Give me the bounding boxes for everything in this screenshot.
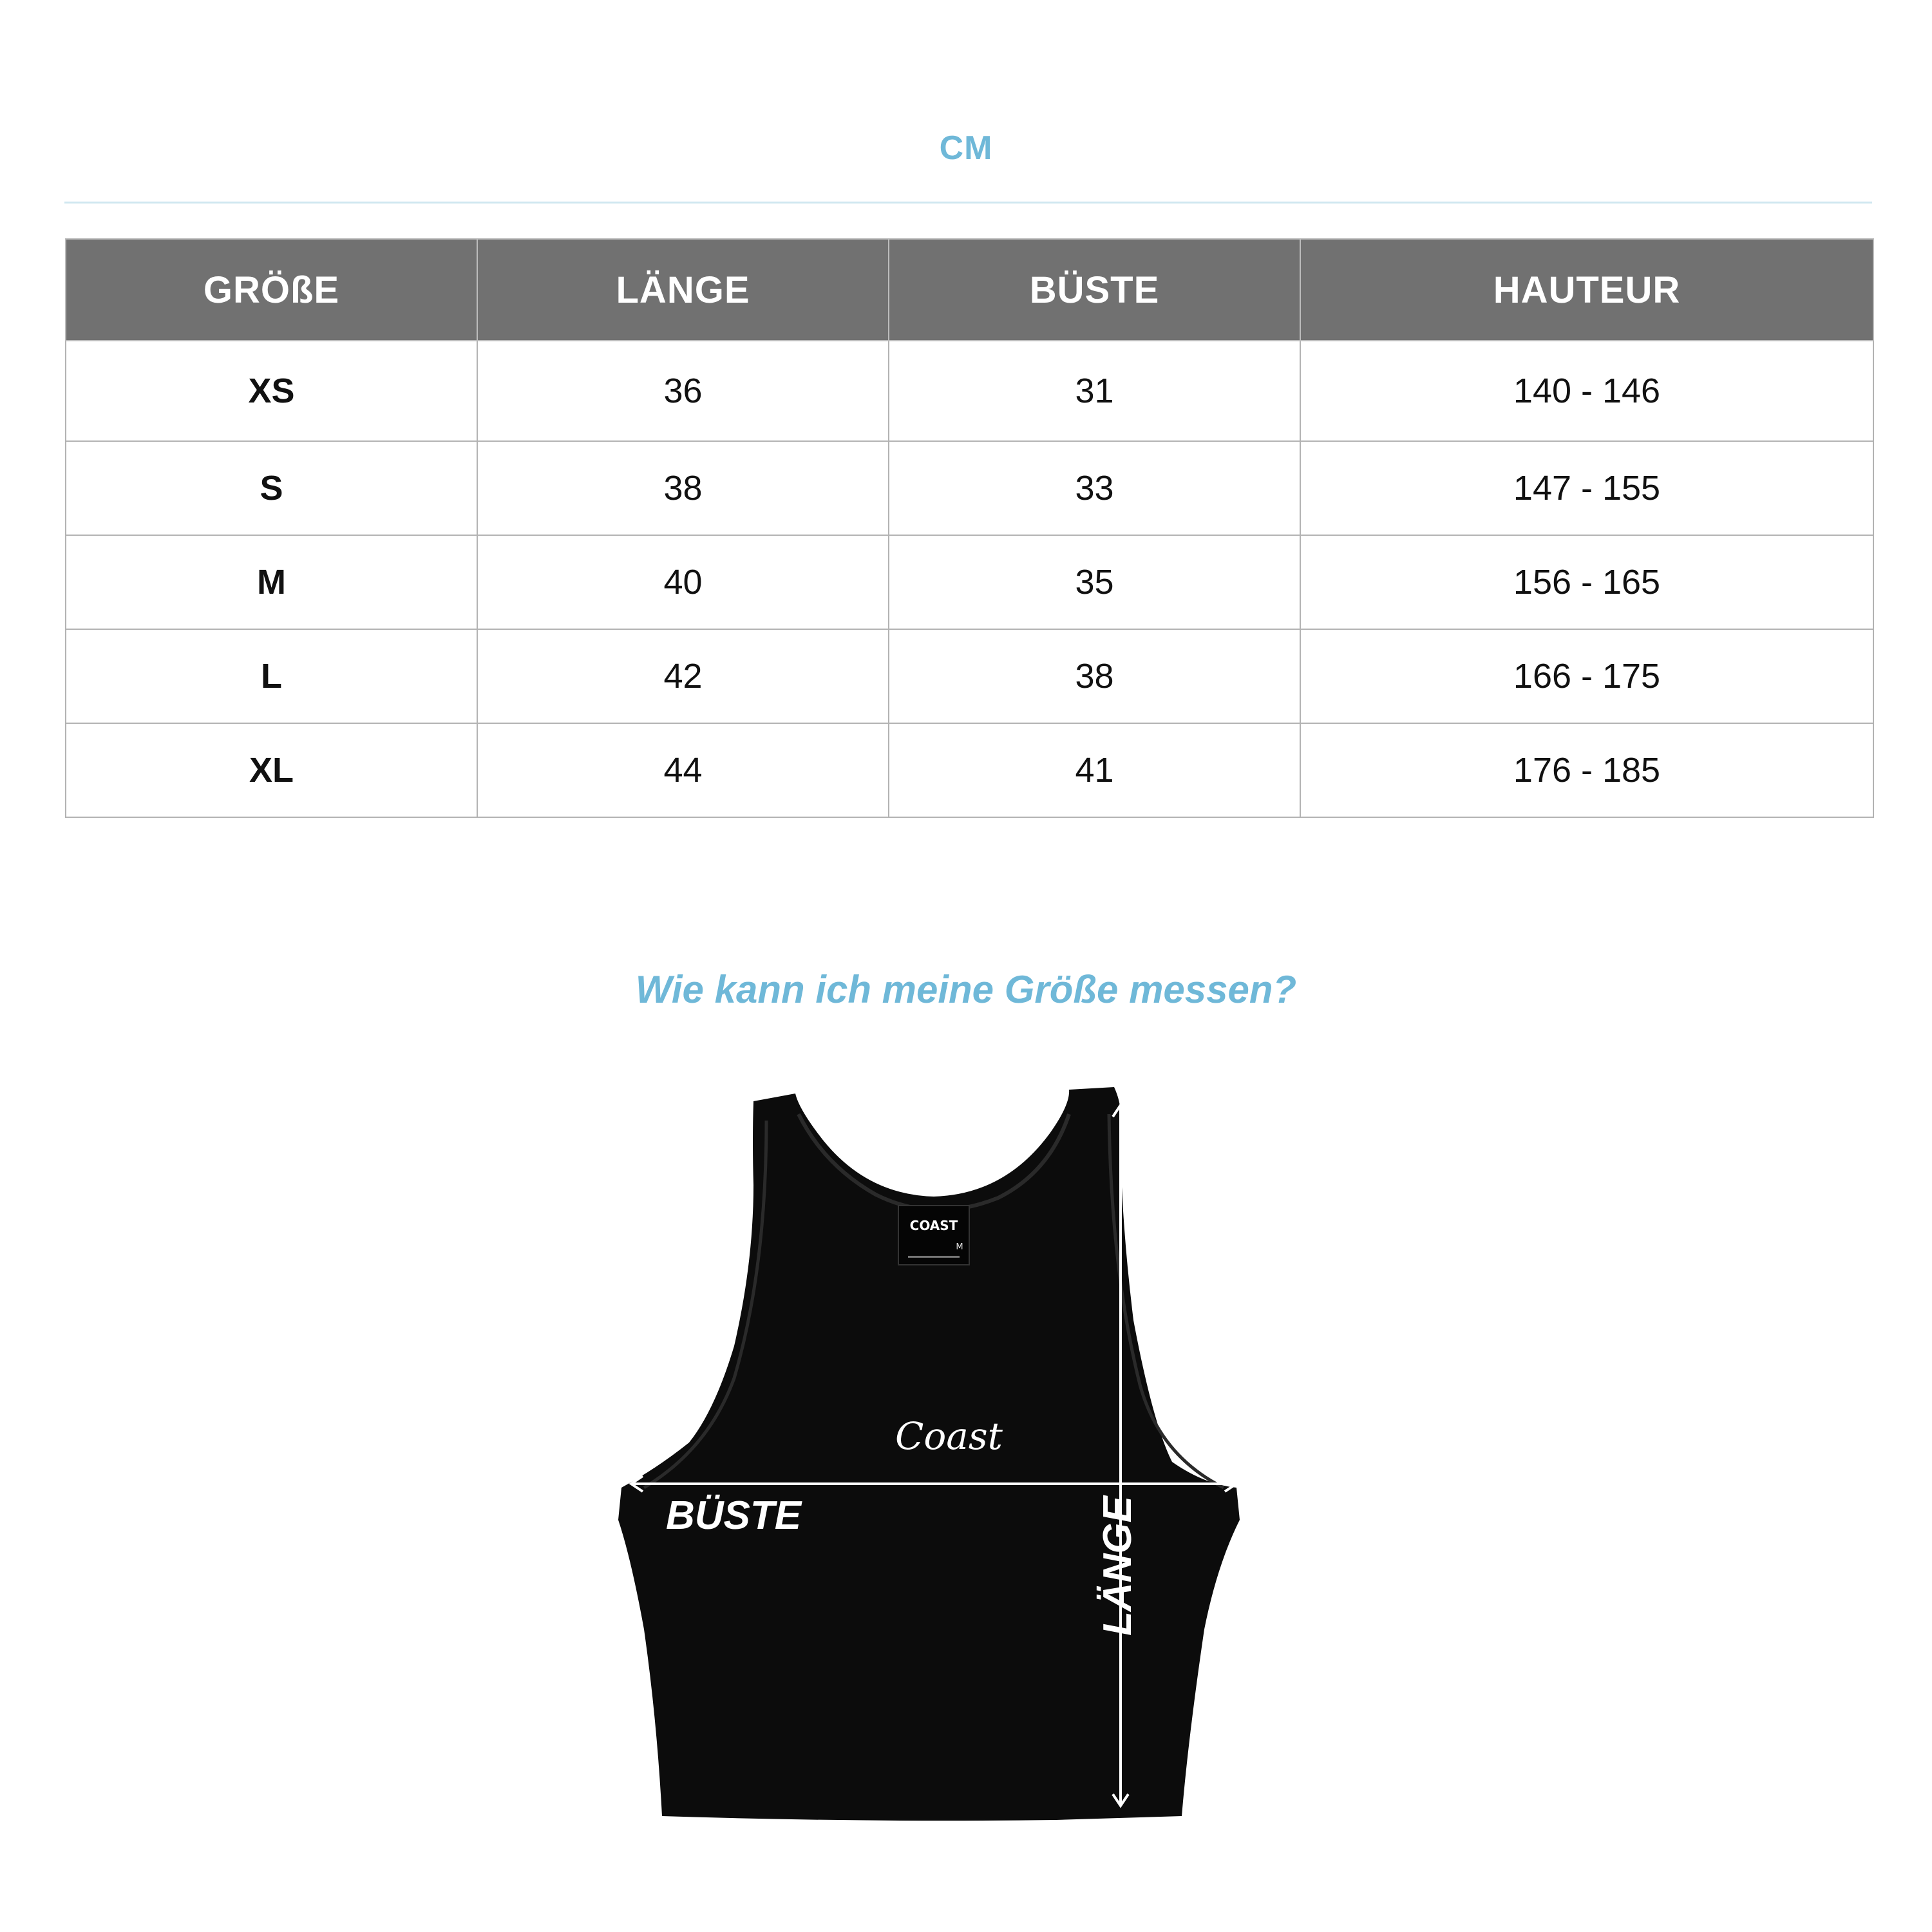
length-cell: 44 bbox=[477, 723, 889, 817]
header-height: HAUTEUR bbox=[1300, 239, 1873, 341]
height-cell: 156 - 165 bbox=[1300, 535, 1873, 629]
height-cell: 166 - 175 bbox=[1300, 629, 1873, 723]
bust-label: BÜSTE bbox=[666, 1493, 802, 1538]
length-cell: 42 bbox=[477, 629, 889, 723]
table-row bbox=[66, 629, 1873, 723]
bust-cell: 38 bbox=[889, 629, 1300, 723]
size-cell: S bbox=[66, 441, 477, 535]
size-cell: XS bbox=[66, 341, 477, 441]
table-header-row bbox=[66, 239, 1873, 341]
tag-brand: COAST bbox=[909, 1218, 958, 1233]
length-cell: 38 bbox=[477, 441, 889, 535]
howto-title: Wie kann ich meine Größe messen? bbox=[635, 968, 1297, 1011]
chest-logo bbox=[895, 1414, 1003, 1458]
height-cell: 140 - 146 bbox=[1300, 341, 1873, 441]
bust-cell: 35 bbox=[889, 535, 1300, 629]
tag-size: M bbox=[956, 1242, 963, 1252]
size-table bbox=[65, 238, 1874, 818]
table-row bbox=[66, 341, 1873, 441]
height-cell: 147 - 155 bbox=[1300, 441, 1873, 535]
unit-title: CM bbox=[939, 129, 993, 167]
bust-cell: 41 bbox=[889, 723, 1300, 817]
bust-cell: 31 bbox=[889, 341, 1300, 441]
table-row bbox=[66, 723, 1873, 817]
size-cell: M bbox=[66, 535, 477, 629]
bust-cell: 33 bbox=[889, 441, 1300, 535]
header-size: GRÖßE bbox=[66, 239, 477, 341]
divider bbox=[64, 202, 1872, 204]
header-length: LÄNGE bbox=[477, 239, 889, 341]
header-bust: BÜSTE bbox=[889, 239, 1300, 341]
size-cell: L bbox=[66, 629, 477, 723]
table-row bbox=[66, 535, 1873, 629]
length-cell: 40 bbox=[477, 535, 889, 629]
table-row bbox=[66, 441, 1873, 535]
size-cell: XL bbox=[66, 723, 477, 817]
length-cell: 36 bbox=[477, 341, 889, 441]
tank-top-diagram bbox=[605, 1075, 1262, 1835]
chest-logo-text: Coast bbox=[895, 1414, 1003, 1458]
length-label: LÄNGE bbox=[1095, 1496, 1140, 1636]
neck-label bbox=[898, 1206, 969, 1265]
height-cell: 176 - 185 bbox=[1300, 723, 1873, 817]
